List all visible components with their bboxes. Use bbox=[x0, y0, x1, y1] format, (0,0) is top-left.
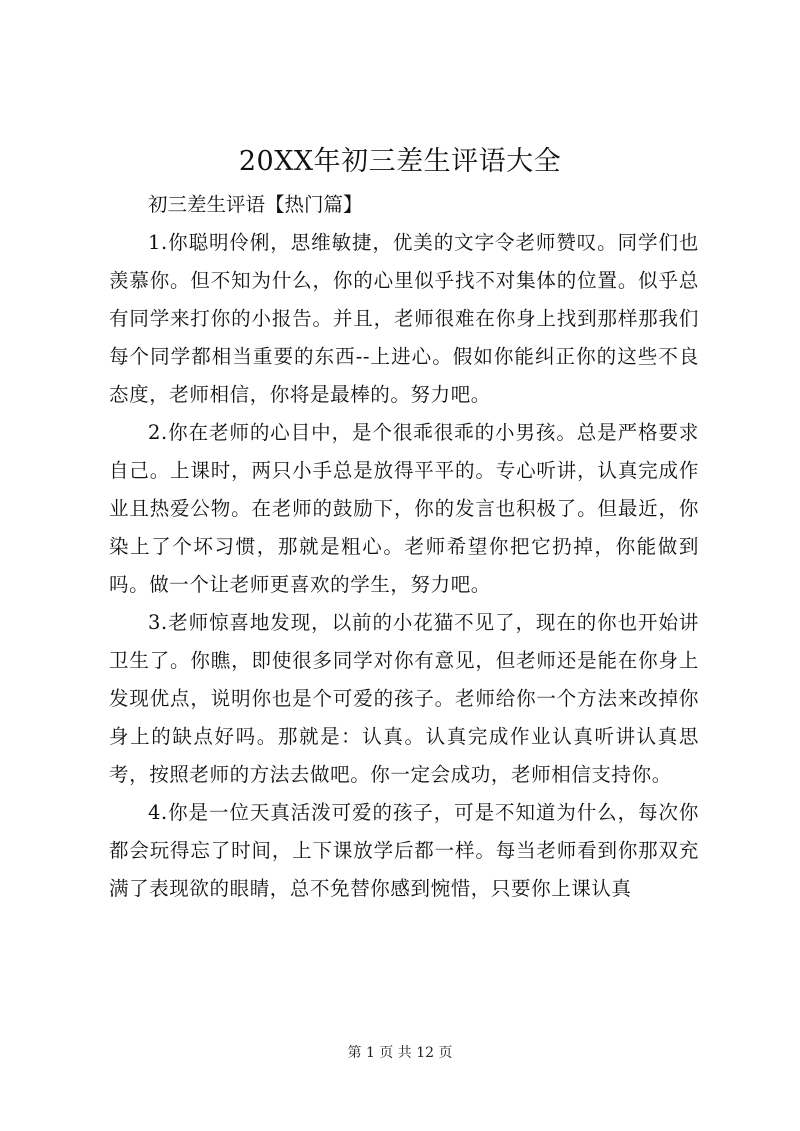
page-footer: 第 1 页 共 12 页 bbox=[347, 1045, 453, 1061]
section-heading: 初三差生评语【热门篇】 bbox=[148, 193, 363, 216]
paragraph-1: 1.你聪明伶俐，思维敏捷，优美的文字令老师赞叹。同学们也羡慕你。但不知为什么，你的心里似乎找不对集体的位置。似乎总有同学来打你的小报告。并且，老师很难在你身上找到那样那我们每个同学都相当重要的东西--上进心。假如你能纠正你的这些不良态度，老师相信，你将是最棒的。努力吧。 bbox=[109, 231, 699, 406]
document-title: 20XX年初三差生评语大全 bbox=[238, 146, 562, 177]
paragraph-2: 2.你在老师的心目中，是个很乖很乖的小男孩。总是严格要求自己。上课时，两只小手总是放得平平的。专心听讲，认真完成作业且热爱公物。在老师的鼓励下，你的发言也积极了。但最近，你染上了个坏习惯，那就是粗心。老师希望你把它扔掉，你能做到吗。做一个让老师更喜欢的学生，努力吧。 bbox=[109, 421, 699, 596]
paragraph-4: 4.你是一位天真活泼可爱的孩子，可是不知道为什么，每次你都会玩得忘了时间，上下课放学后都一样。每当老师看到你那双充满了表现欲的眼睛，总不免替你感到惋惜，只要你上课认真 bbox=[109, 801, 699, 900]
paragraph-3: 3.老师惊喜地发现，以前的小花猫不见了，现在的你也开始讲卫生了。你瞧，即使很多同学对你有意见，但老师还是能在你身上发现优点，说明你也是个可爱的孩子。老师给你一个方法来改掉你身上的缺点好吗。那就是：认真。认真完成作业认真听讲认真思考，按照老师的方法去做吧。你一定会成功，老师相信支持你。 bbox=[109, 611, 699, 786]
document-body bbox=[109, 186, 699, 908]
